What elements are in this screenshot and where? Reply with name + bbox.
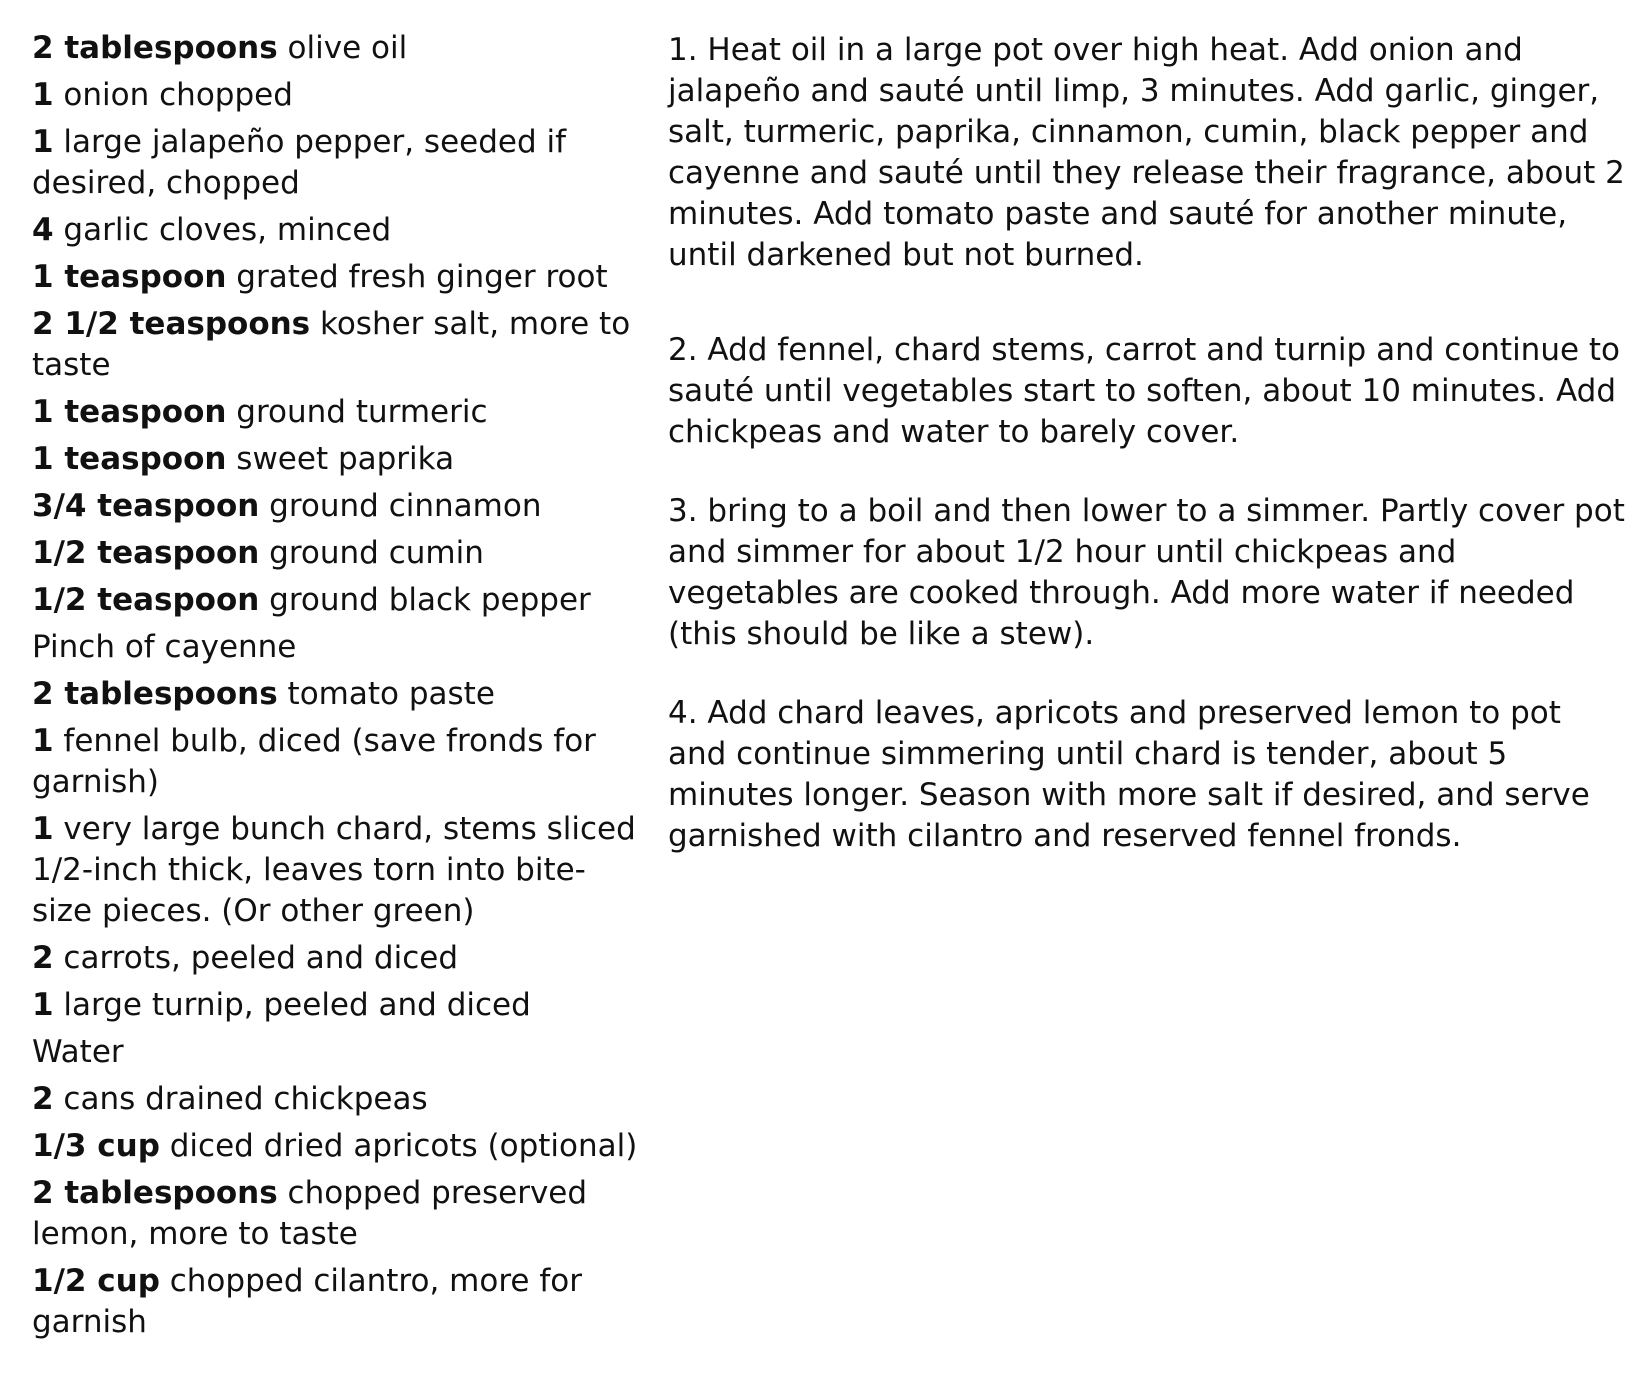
ingredient-quantity: 1 teaspoon — [32, 441, 227, 477]
ingredient-quantity: 2 — [32, 940, 54, 976]
ingredient-quantity: 1 — [32, 124, 54, 160]
ingredient-item — [32, 122, 642, 204]
ingredient-item — [32, 210, 642, 251]
ingredient-text: chopped cilantro, more for garnish — [32, 1263, 582, 1340]
ingredient-text: very large bunch chard, stems sliced 1/2-inch thick, leaves torn into bite-size pieces. (Or other green) — [32, 811, 636, 929]
ingredient-item — [32, 1261, 642, 1343]
ingredient-item — [32, 257, 642, 298]
ingredient-text: carrots, peeled and diced — [53, 940, 459, 976]
ingredient-quantity: 2 tablespoons — [32, 676, 278, 712]
ingredient-text: fennel bulb, diced (save fronds for garnish) — [32, 723, 596, 800]
ingredient-item — [32, 75, 642, 116]
ingredient-list — [32, 28, 642, 1349]
ingredient-text: cans drained chickpeas — [53, 1081, 428, 1117]
ingredient-text: ground turmeric — [226, 394, 488, 430]
ingredient-quantity: 2 1/2 teaspoons — [32, 306, 311, 342]
ingredient-text: large jalapeño pepper, seeded if desired, chopped — [32, 124, 567, 201]
instructions — [668, 30, 1628, 857]
ingredient-item — [32, 809, 642, 932]
ingredient-quantity: 1 — [32, 811, 54, 847]
ingredient-text: Water — [32, 1034, 124, 1070]
ingredient-text: chopped preserved lemon, more to taste — [32, 1175, 588, 1252]
ingredient-item — [32, 674, 642, 715]
ingredient-item — [32, 28, 642, 69]
ingredient-quantity: 1 — [32, 77, 54, 113]
ingredient-text: ground cinnamon — [259, 488, 542, 524]
instruction-step: 3. bring to a boil and then lower to a simmer. Partly cover pot and simmer for about 1/2 hour until chickpeas and vegetables are cooked through. Add more water if needed (this should be like a stew). — [668, 493, 1625, 652]
ingredient-quantity: 2 — [32, 1081, 54, 1117]
ingredient-text: onion chopped — [53, 77, 293, 113]
ingredient-item — [32, 627, 642, 668]
ingredient-text: olive oil — [277, 30, 408, 66]
ingredient-text: diced dried apricots (optional) — [159, 1128, 638, 1164]
ingredient-item — [32, 938, 642, 979]
ingredient-quantity: 2 tablespoons — [32, 30, 278, 66]
ingredient-quantity: 1/3 cup — [32, 1128, 160, 1164]
ingredient-item — [32, 1173, 642, 1255]
ingredient-quantity: 1/2 cup — [32, 1263, 160, 1299]
ingredient-item — [32, 985, 642, 1026]
ingredient-text: Pinch of cayenne — [32, 629, 297, 665]
ingredient-quantity: 1 — [32, 723, 54, 759]
ingredient-item — [32, 439, 642, 480]
ingredient-text: sweet paprika — [226, 441, 455, 477]
ingredient-text: tomato paste — [277, 676, 495, 712]
ingredient-text: grated fresh ginger root — [226, 259, 608, 295]
ingredient-item — [32, 533, 642, 574]
ingredient-item — [32, 721, 642, 803]
ingredient-text: ground black pepper — [259, 582, 591, 618]
ingredient-text: large turnip, peeled and diced — [53, 987, 531, 1023]
ingredient-quantity: 1/2 teaspoon — [32, 582, 260, 618]
ingredient-quantity: 1 teaspoon — [32, 394, 227, 430]
ingredient-item — [32, 1079, 642, 1120]
ingredient-text: ground cumin — [259, 535, 484, 571]
ingredient-item — [32, 304, 642, 386]
ingredient-quantity: 1/2 teaspoon — [32, 535, 260, 571]
instruction-step: 1. Heat oil in a large pot over high heat. Add onion and jalapeño and sauté until limp, 3 minutes. Add garlic, ginger, salt, turmeric, paprika, cinnamon, cumin, black pepper and cayenne and sauté until they release their fragrance, about 2 minutes. Add tomato paste and sauté for another minute, until darkened but not burned. — [668, 32, 1625, 273]
ingredient-quantity: 1 — [32, 987, 54, 1023]
ingredient-item — [32, 580, 642, 621]
instruction-step: 2. Add fennel, chard stems, carrot and turnip and continue to sauté until vegetables start to soften, about 10 minutes. Add chickpeas and water to barely cover. — [668, 332, 1621, 450]
ingredient-text: kosher salt, more to taste — [32, 306, 631, 383]
ingredient-item — [32, 392, 642, 433]
ingredient-item — [32, 486, 642, 527]
ingredient-quantity: 1 teaspoon — [32, 259, 227, 295]
ingredient-text: garlic cloves, minced — [53, 212, 392, 248]
ingredient-item — [32, 1126, 642, 1167]
ingredient-quantity: 4 — [32, 212, 54, 248]
instruction-step: 4. Add chard leaves, apricots and preserved lemon to pot and continue simmering until chard is tender, about 5 minutes longer. Season with more salt if desired, and serve garnished with cilantro and reserved fennel fronds. — [668, 695, 1590, 854]
ingredient-item — [32, 1032, 642, 1073]
ingredient-quantity: 3/4 teaspoon — [32, 488, 260, 524]
ingredient-quantity: 2 tablespoons — [32, 1175, 278, 1211]
